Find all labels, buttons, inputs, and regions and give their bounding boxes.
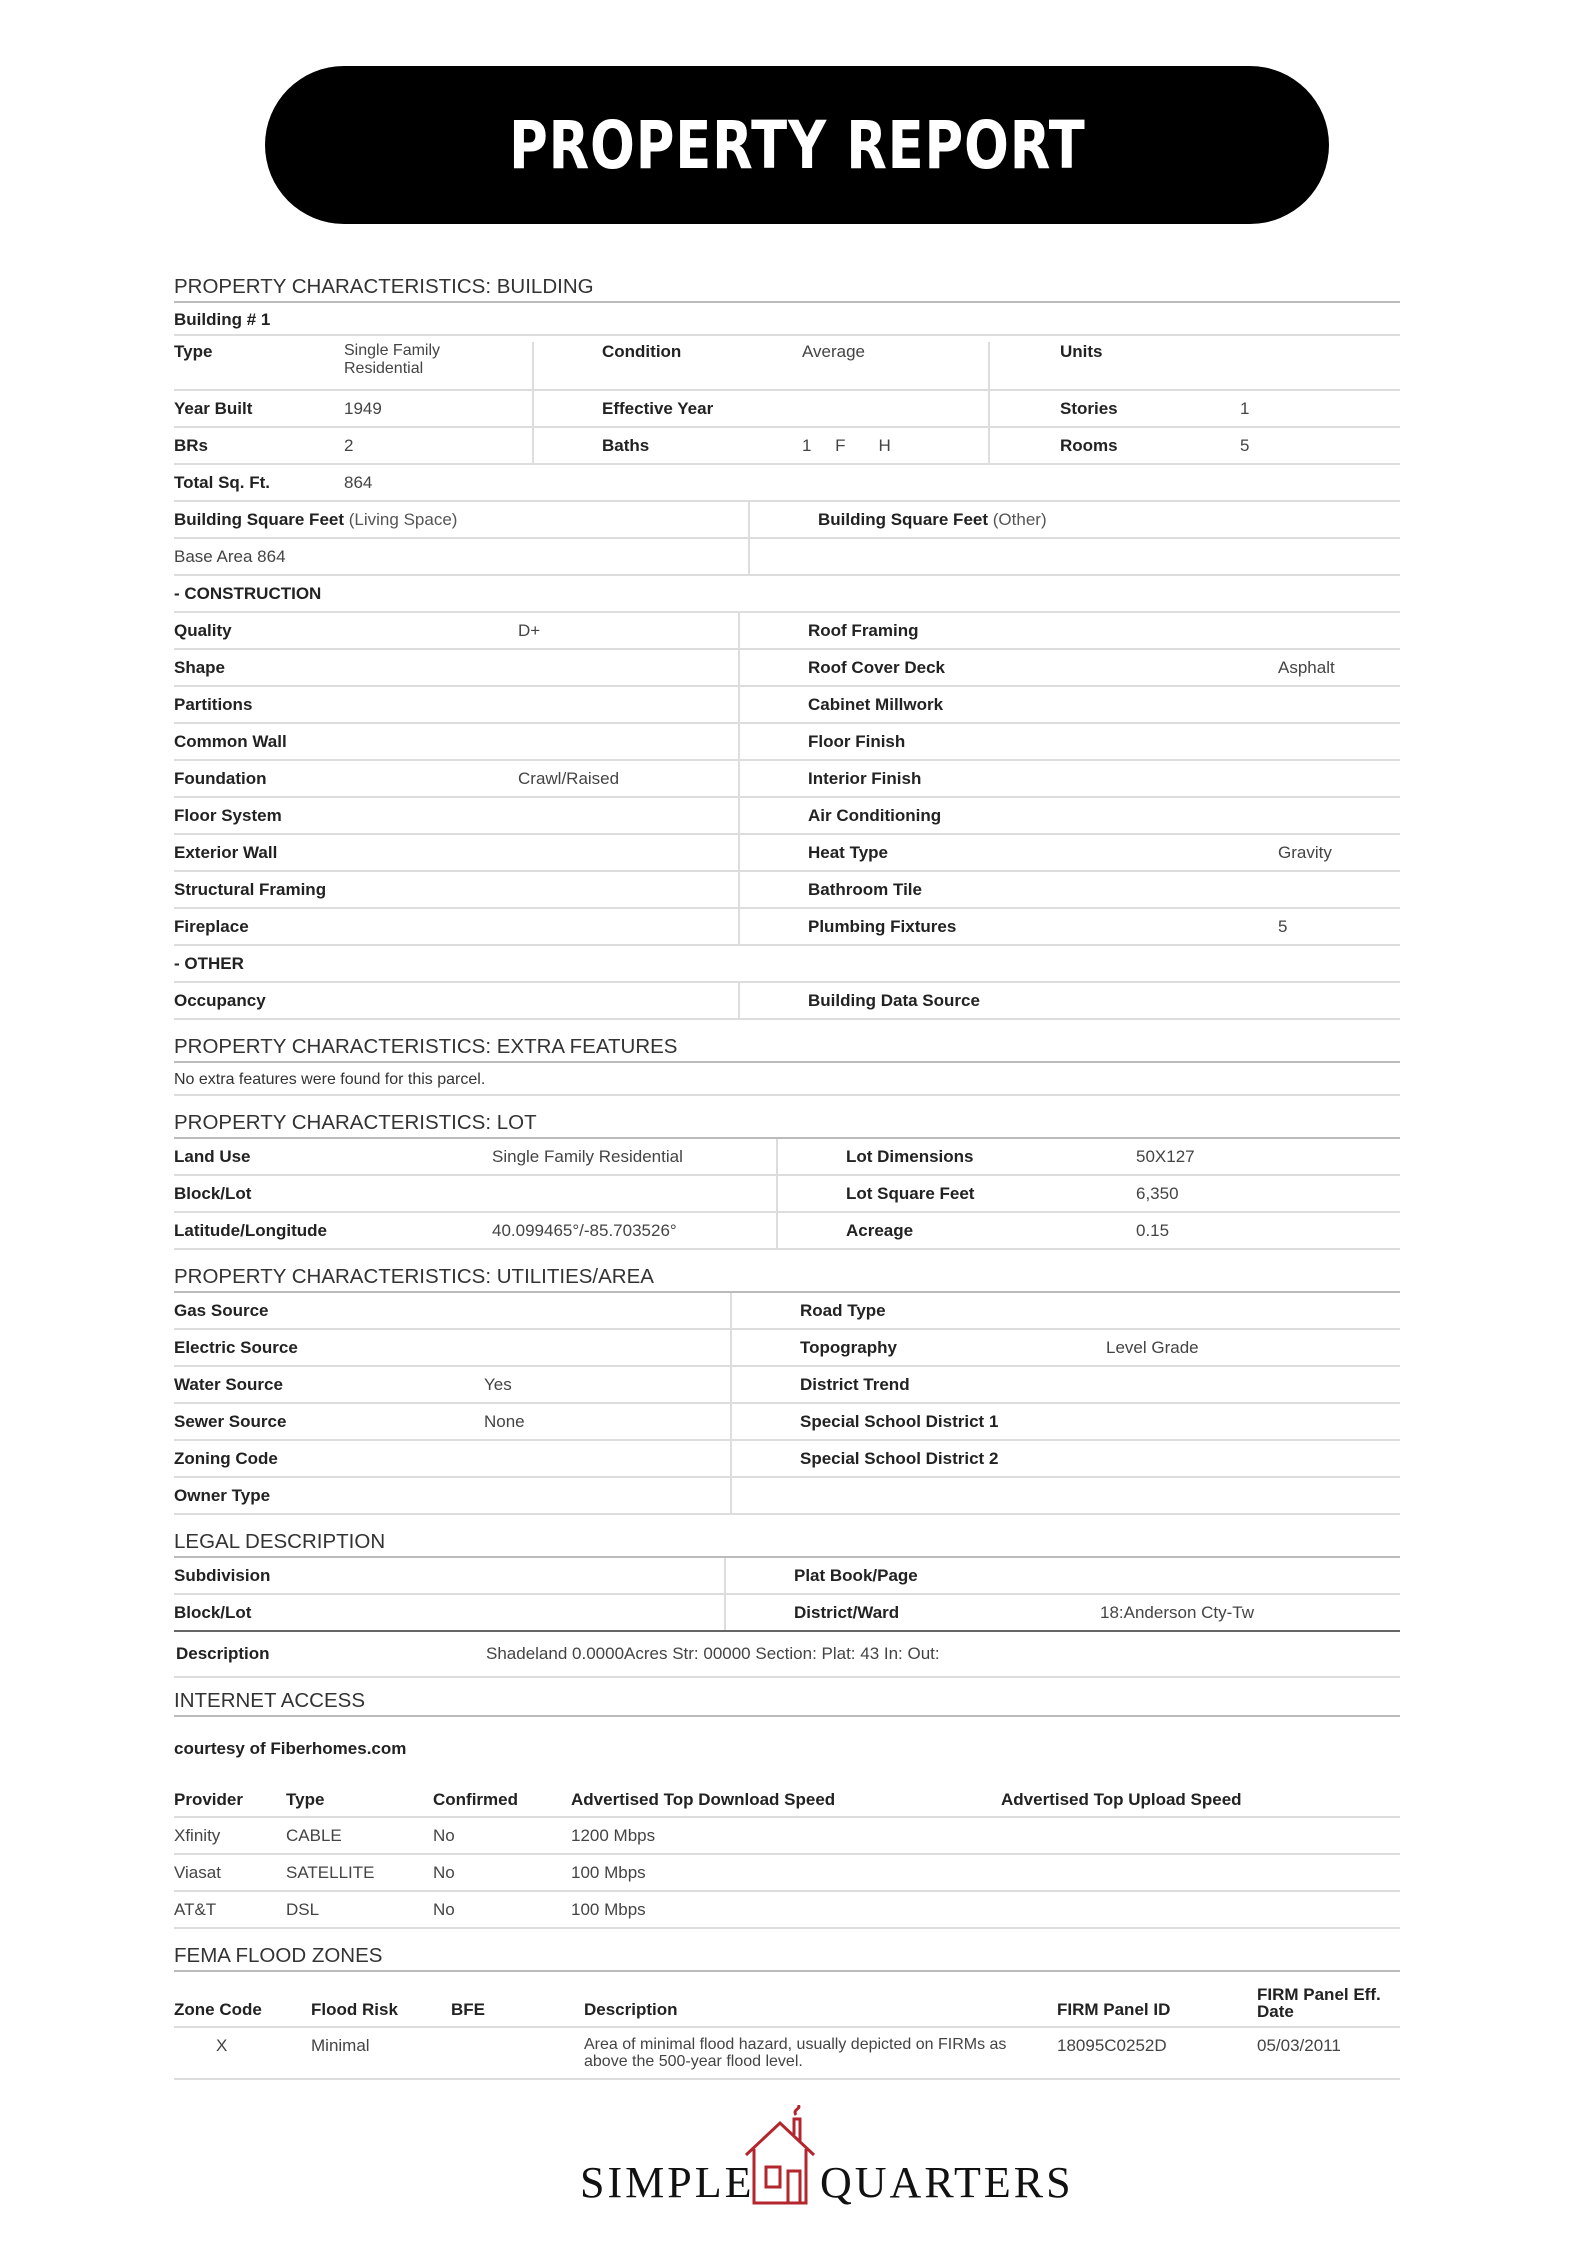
internet-rows	[174, 1818, 1400, 1929]
construction-title: - CONSTRUCTION	[174, 576, 1400, 613]
row-left-label: Owner Type	[174, 1485, 271, 1505]
row-right-label: District/Ward	[794, 1602, 900, 1622]
lot-section-title: PROPERTY CHARACTERISTICS: LOT	[174, 1106, 1400, 1139]
row-right-label: Road Type	[800, 1300, 886, 1320]
row-right-label: Interior Finish	[808, 768, 922, 788]
report-banner	[265, 66, 1329, 224]
construction-row	[174, 798, 1400, 835]
fema-row: X Minimal Area of minimal flood hazard, usually depicted on FIRMs as above the 500-year flood level. 18095C0252D 05/03/2011	[174, 2028, 1400, 2080]
row-left-value: None	[484, 1411, 525, 1431]
row-left-label: Gas Source	[174, 1300, 269, 1320]
report-title: PROPERTY REPORT	[508, 106, 1086, 184]
row-left-label: Quality	[174, 620, 232, 640]
fema-table-head: Zone Code Flood Risk BFE Description FIRM Panel ID FIRM Panel Eff. Date	[174, 1972, 1400, 2028]
simple-quarters-logo	[580, 2105, 1074, 2207]
internet-cell: 100 Mbps	[571, 1899, 646, 1919]
building-row-sqft-headers: Building Square Feet (Living Space) Building Square Feet (Other)	[174, 502, 1400, 539]
construction-row	[174, 724, 1400, 761]
building-row-type	[174, 336, 1400, 391]
row-right-value: 0.15	[1136, 1220, 1170, 1240]
building-row-occupancy: Occupancy Building Data Source	[174, 983, 1400, 1020]
row-right-label: Lot Square Feet	[846, 1183, 975, 1203]
util-row	[174, 1367, 1400, 1404]
row-left-label: Sewer Source	[174, 1411, 287, 1431]
row-right-value: 5	[1278, 916, 1288, 936]
report-content	[174, 270, 1400, 2080]
row-left-label: Floor System	[174, 805, 282, 825]
internet-cell: 1200 Mbps	[571, 1825, 656, 1845]
units-label: Units	[1060, 342, 1103, 361]
building-number: Building # 1	[174, 303, 1400, 336]
row-right-value: 6,350	[1136, 1183, 1179, 1203]
row-left-value: Crawl/Raised	[518, 768, 620, 788]
extra-note: No extra features were found for this parcel.	[174, 1063, 1400, 1096]
row-right-value: 18:Anderson Cty-Tw	[1100, 1602, 1255, 1622]
row-right-label: Cabinet Millwork	[808, 694, 944, 714]
extra-section-title: PROPERTY CHARACTERISTICS: EXTRA FEATURES	[174, 1030, 1400, 1063]
row-left-label: Common Wall	[174, 731, 287, 751]
utilities-section-title: PROPERTY CHARACTERISTICS: UTILITIES/AREA	[174, 1260, 1400, 1293]
other-title: - OTHER	[174, 946, 1400, 983]
internet-cell: Viasat	[174, 1862, 221, 1882]
type-value: Single Family Residential	[344, 342, 441, 377]
building-row-total-sqft: Total Sq. Ft. 864	[174, 465, 1400, 502]
construction-row	[174, 613, 1400, 650]
row-right-label: Air Conditioning	[808, 805, 942, 825]
type-label: Type	[174, 342, 213, 361]
row-right-value: Asphalt	[1278, 657, 1335, 677]
legal-row	[174, 1558, 1400, 1595]
internet-row	[174, 1818, 1400, 1855]
internet-row	[174, 1855, 1400, 1892]
internet-cell: DSL	[286, 1899, 320, 1919]
construction-rows	[174, 613, 1400, 946]
lot-rows	[174, 1139, 1400, 1250]
utilities-rows	[174, 1293, 1400, 1515]
util-row	[174, 1404, 1400, 1441]
row-left-value: D+	[518, 620, 541, 640]
util-row	[174, 1293, 1400, 1330]
construction-row	[174, 650, 1400, 687]
row-left-label: Block/Lot	[174, 1183, 252, 1203]
internet-row	[174, 1892, 1400, 1929]
row-right-label: Lot Dimensions	[846, 1146, 974, 1166]
logo-text-left: SIMPLE	[580, 2158, 755, 2207]
building-row-brs: BRs 2 Baths 1 F H Rooms 5	[174, 428, 1400, 465]
lot-row	[174, 1176, 1400, 1213]
internet-section-title: INTERNET ACCESS	[174, 1684, 1400, 1717]
condition-label: Condition	[602, 342, 682, 361]
util-row	[174, 1330, 1400, 1367]
row-left-label: Shape	[174, 657, 226, 677]
legal-row	[174, 1595, 1400, 1632]
house-icon	[740, 2105, 820, 2205]
row-left-label: Latitude/Longitude	[174, 1220, 327, 1240]
internet-cell: No	[433, 1862, 455, 1882]
building-row-year: Year Built 1949 Effective Year Stories 1	[174, 391, 1400, 428]
legal-section-title: LEGAL DESCRIPTION	[174, 1525, 1400, 1558]
row-right-label: Heat Type	[808, 842, 888, 862]
construction-row	[174, 872, 1400, 909]
util-row	[174, 1478, 1400, 1515]
row-left-label: Block/Lot	[174, 1602, 252, 1622]
row-left-value: Single Family Residential	[492, 1146, 683, 1166]
row-right-label: Special School District 1	[800, 1411, 999, 1431]
row-right-label: Plat Book/Page	[794, 1565, 918, 1585]
row-right-label: Bathroom Tile	[808, 879, 922, 899]
legal-description-row: Description Shadeland 0.0000Acres Str: 00000 Section: Plat: 43 In: Out:	[174, 1632, 1400, 1678]
row-right-value: 50X127	[1136, 1146, 1195, 1166]
row-left-label: Foundation	[174, 768, 267, 788]
row-left-label: Water Source	[174, 1374, 283, 1394]
lot-row	[174, 1139, 1400, 1176]
row-right-value: Level Grade	[1106, 1337, 1199, 1357]
row-left-label: Zoning Code	[174, 1448, 278, 1468]
row-right-label: Floor Finish	[808, 731, 906, 751]
row-left-label: Land Use	[174, 1146, 251, 1166]
construction-row	[174, 761, 1400, 798]
row-left-label: Structural Framing	[174, 879, 327, 899]
util-row	[174, 1441, 1400, 1478]
row-right-value: Gravity	[1278, 842, 1332, 862]
internet-cell: AT&T	[174, 1899, 217, 1919]
row-right-label: Plumbing Fixtures	[808, 916, 957, 936]
construction-row	[174, 909, 1400, 946]
row-left-label: Fireplace	[174, 916, 249, 936]
internet-cell: 100 Mbps	[571, 1862, 646, 1882]
internet-cell: No	[433, 1825, 455, 1845]
internet-cell: SATELLITE	[286, 1862, 375, 1882]
row-right-label: Roof Framing	[808, 620, 919, 640]
row-left-value: Yes	[484, 1374, 512, 1394]
internet-cell: No	[433, 1899, 455, 1919]
row-right-label: Special School District 2	[800, 1448, 999, 1468]
internet-cell: Xfinity	[174, 1825, 221, 1845]
building-section-title: PROPERTY CHARACTERISTICS: BUILDING	[174, 270, 1400, 303]
row-right-label: Roof Cover Deck	[808, 657, 945, 677]
construction-row	[174, 835, 1400, 872]
row-left-label: Subdivision	[174, 1565, 271, 1585]
condition-value: Average	[802, 342, 866, 361]
internet-courtesy: courtesy of Fiberhomes.com	[174, 1739, 407, 1758]
internet-table-head: Provider Type Confirmed Advertised Top Download Speed Advertised Top Upload Speed	[174, 1781, 1400, 1818]
internet-cell: CABLE	[286, 1825, 342, 1845]
row-right-label: District Trend	[800, 1374, 910, 1394]
fema-section-title: FEMA FLOOD ZONES	[174, 1939, 1400, 1972]
building-row-base-area: Base Area 864	[174, 539, 1400, 576]
row-right-label: Topography	[800, 1337, 897, 1357]
row-left-label: Exterior Wall	[174, 842, 278, 862]
construction-row	[174, 687, 1400, 724]
row-left-label: Partitions	[174, 694, 253, 714]
lot-row	[174, 1213, 1400, 1250]
logo-text-right: QUARTERS	[820, 2158, 1074, 2207]
row-right-label: Acreage	[846, 1220, 914, 1240]
row-left-value: 40.099465°/-85.703526°	[492, 1220, 677, 1240]
row-left-label: Electric Source	[174, 1337, 298, 1357]
legal-rows	[174, 1558, 1400, 1632]
